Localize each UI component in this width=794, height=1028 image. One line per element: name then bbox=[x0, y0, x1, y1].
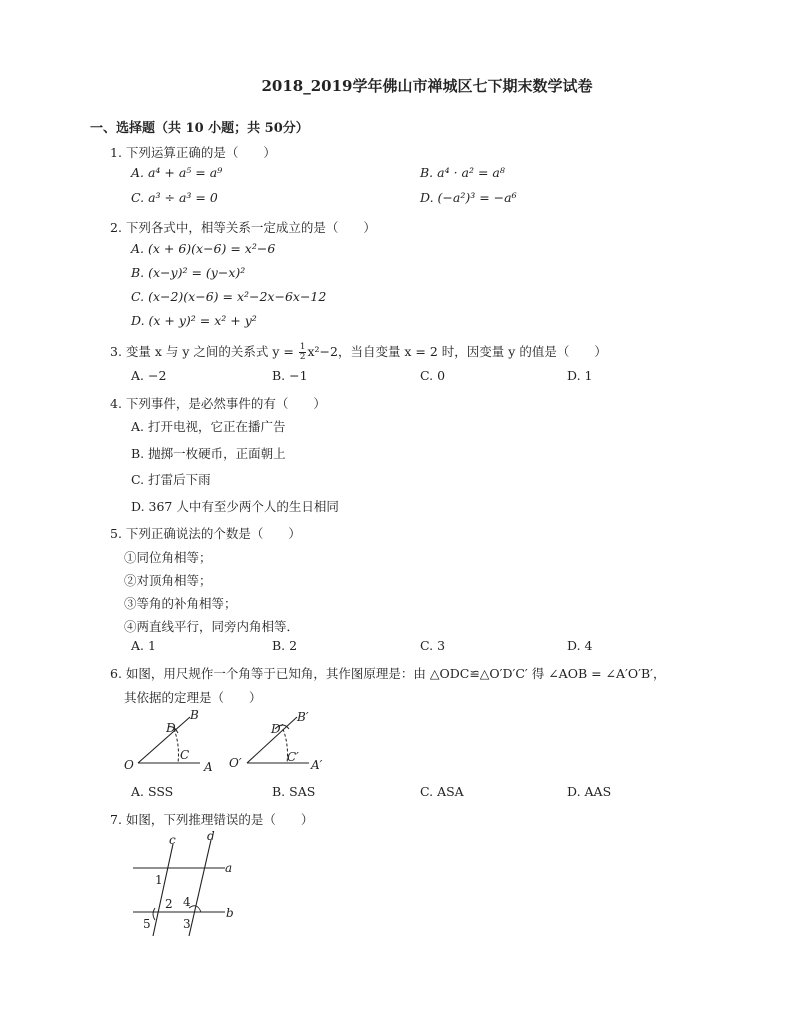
q3-stem-after: x²−2，当自变量 x = 2 时，因变量 y 的值是（ ） bbox=[307, 344, 607, 359]
q3-option-a: A. −2 bbox=[131, 368, 167, 383]
question-6-stem-line2: 其依据的定理是（ ） bbox=[124, 690, 262, 705]
q3-option-b: B. −1 bbox=[272, 368, 308, 383]
q7-angle5-arc bbox=[153, 908, 155, 920]
q6-right-label-d: D′ bbox=[271, 722, 284, 736]
q5-option-d: D. 4 bbox=[567, 638, 593, 653]
q4-option-a: A. 打开电视，它正在播广告 bbox=[131, 419, 286, 434]
q2-option-c: C. (x−2)(x−6) = x²−2x−6x−12 bbox=[131, 289, 327, 304]
q6-option-c: C. ASA bbox=[420, 784, 464, 799]
q1-option-c: C. a³ ÷ a³ = 0 bbox=[131, 190, 218, 205]
q6-figure-right bbox=[225, 705, 335, 775]
q6-left-label-c: C bbox=[180, 748, 190, 762]
q2-option-a: A. (x + 6)(x−6) = x²−6 bbox=[131, 241, 276, 256]
q7-label-3: 3 bbox=[183, 917, 191, 931]
q6-left-label-o: O bbox=[124, 758, 134, 772]
q6-right-label-b: B′ bbox=[297, 710, 309, 724]
q5-option-a: A. 1 bbox=[131, 638, 156, 653]
q2-option-b: B. (x−y)² = (y−x)² bbox=[131, 265, 246, 280]
q6-figure-left bbox=[120, 705, 220, 775]
question-3-stem bbox=[110, 342, 607, 362]
section-heading: 一、选择题（共 10 小题；共 50分） bbox=[90, 121, 309, 136]
q6-right-label-a: A′ bbox=[311, 758, 323, 772]
q7-label-5: 5 bbox=[143, 917, 151, 931]
q6-right-label-o: O′ bbox=[229, 756, 242, 770]
q6-option-a: A. SSS bbox=[131, 784, 174, 799]
q4-option-d: D. 367 人中有至少两个人的生日相同 bbox=[131, 499, 339, 514]
question-6-stem-line1: 6. 如图，用尺规作一个角等于已知角，其作图原理是：由 △ODC≌△O′D′C′ 得 ∠AOB = ∠A′O′B′， bbox=[110, 666, 666, 681]
q1-option-a: A. a⁴ + a⁵ = a⁹ bbox=[131, 165, 223, 180]
q1-option-b: B. a⁴ · a² = a⁸ bbox=[420, 165, 505, 180]
question-1-stem: 1. 下列运算正确的是（ ） bbox=[110, 145, 276, 160]
q6-left-label-d: D bbox=[166, 721, 176, 735]
q7-label-2: 2 bbox=[165, 897, 173, 911]
q3-option-d: D. 1 bbox=[567, 368, 593, 383]
q3-frac-numerator: 1 bbox=[299, 342, 306, 353]
question-5-stem: 5. 下列正确说法的个数是（ ） bbox=[110, 526, 301, 541]
q5-statement-2: ②对顶角相等； bbox=[124, 573, 212, 588]
q7-label-1: 1 bbox=[155, 873, 163, 887]
q6-option-d: D. AAS bbox=[567, 784, 612, 799]
q7-label-a: a bbox=[225, 861, 233, 875]
q6-option-b: B. SAS bbox=[272, 784, 316, 799]
q3-option-c: C. 0 bbox=[420, 368, 446, 383]
q1-option-d: D. (−a²)³ = −a⁶ bbox=[420, 190, 517, 205]
q6-right-label-c: C′ bbox=[287, 750, 299, 764]
q2-option-d: D. (x + y)² = x² + y² bbox=[131, 313, 257, 328]
question-4-stem: 4. 下列事件，是必然事件的有（ ） bbox=[110, 396, 326, 411]
q3-stem-before: 3. 变量 x 与 y 之间的关系式 y = bbox=[110, 344, 298, 359]
q4-option-b: B. 抛掷一枚硬币，正面朝上 bbox=[131, 446, 286, 461]
q5-statement-3: ③等角的补角相等； bbox=[124, 596, 237, 611]
q6-left-label-a: A bbox=[204, 760, 213, 774]
q7-line-c bbox=[153, 844, 173, 936]
q7-label-b: b bbox=[226, 906, 234, 920]
q4-option-c: C. 打雷后下雨 bbox=[131, 472, 211, 487]
question-7-stem: 7. 如图，下列推理错误的是（ ） bbox=[110, 812, 314, 827]
q6-left-label-b: B bbox=[190, 708, 199, 722]
q5-statement-1: ①同位角相等； bbox=[124, 550, 212, 565]
q3-frac-denominator: 2 bbox=[299, 352, 306, 362]
q7-label-c: c bbox=[169, 833, 176, 847]
q5-statement-4: ④两直线平行，同旁内角相等． bbox=[124, 619, 300, 634]
question-2-stem: 2. 下列各式中，相等关系一定成立的是（ ） bbox=[110, 220, 376, 235]
page-title: 2018_2019学年佛山市禅城区七下期末数学试卷 bbox=[261, 77, 593, 95]
q7-label-4: 4 bbox=[183, 895, 191, 909]
q7-figure bbox=[125, 830, 245, 942]
q5-option-c: C. 3 bbox=[420, 638, 446, 653]
q7-label-d: d bbox=[207, 830, 215, 843]
q5-option-b: B. 2 bbox=[272, 638, 298, 653]
q7-line-d bbox=[189, 840, 211, 936]
q3-fraction bbox=[299, 343, 307, 362]
